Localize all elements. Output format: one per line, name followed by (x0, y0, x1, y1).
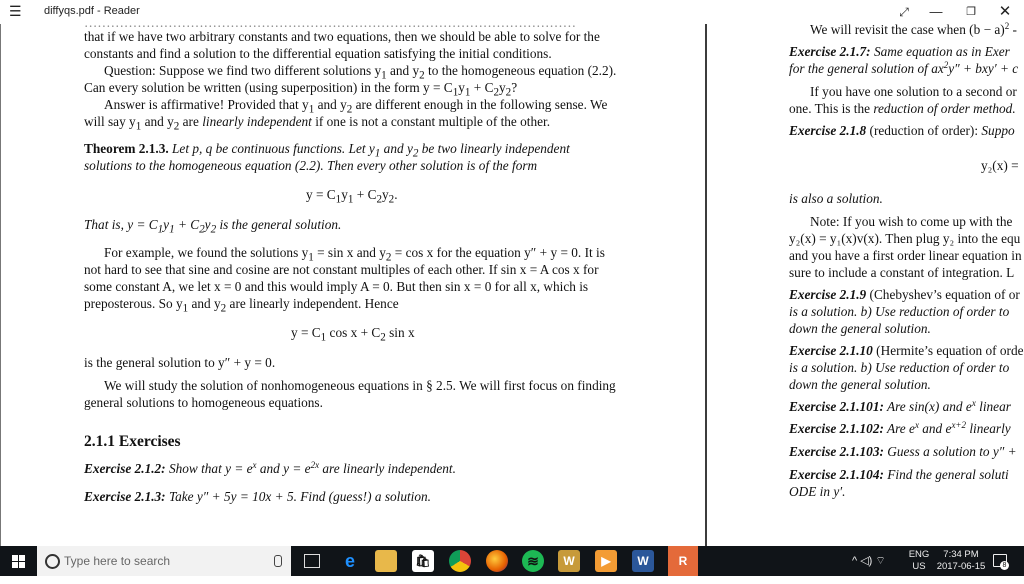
full-screen-icon[interactable]: ⤢ (899, 5, 909, 19)
text-line: Note: If you wish to come up with the (810, 214, 1013, 229)
exercise-item: Exercise 2.1.9 (Chebyshev’s equation of or (789, 287, 1020, 302)
text-line: that if we have two arbitrary constants and two equations, then we should be able to solve for the (84, 29, 600, 44)
theorem-line: solutions to the homogeneous equation (2.2). Then every other solution is of the form (84, 158, 538, 173)
firefox-icon[interactable] (486, 550, 508, 572)
reader-app-icon[interactable]: R (668, 546, 698, 576)
edge-browser-icon[interactable]: e (344, 551, 355, 571)
cortana-icon (45, 554, 60, 569)
exercise-item: Exercise 2.1.103: Guess a solution to y″ + (789, 444, 1017, 459)
equation: $y = C_1$ $\cos x + C_2$ sin x (291, 325, 415, 344)
text-line: If you have one solution to a second or (810, 84, 1017, 99)
section-heading: 2.1.1 Exercises (84, 433, 181, 450)
microphone-icon[interactable] (274, 555, 282, 567)
exercise-item: Exercise 2.1.3: Take y″ + 5y = 10x + 5. Find (guess!) a solution. (84, 489, 431, 504)
system-tray-icons[interactable]: ^ ◁) ⌔ (852, 555, 886, 567)
exercise-item: Exercise 2.1.7: Same equation as in Exer (789, 44, 1010, 59)
text-line: and you have a first order linear equation in (789, 248, 1022, 263)
spotify-icon[interactable]: ≋ (522, 550, 544, 572)
exercise-item: Exercise 2.1.101: Are sin(x) and $e^x$ linear (789, 398, 1011, 414)
text-line: some constant A, we let x = 0 and this would imply A = 0. But then sin x = 0 for all x, which is (84, 279, 589, 294)
text-line: down the general solution. (789, 377, 931, 392)
file-explorer-icon[interactable] (375, 550, 397, 572)
text-line: y₂(x) = y₁(x)v(x). Then plug y₂ into the equ (789, 231, 1021, 246)
exercise-item: Exercise 2.1.8 (reduction of order): Suppo (789, 123, 1015, 138)
theorem: Theorem 2.1.3. Let p, q be continuous functions. Let $y_1$ and $y_2$ be two linearly independent (84, 141, 570, 160)
text-line: one. This is the reduction of order method. (789, 101, 1016, 116)
text-line: will say $y_1$ and $y_2$ are linearly independent if one is not a constant multiple of the other. (84, 114, 551, 133)
text-line: That is, $y = C_1y_1 + C_2y_2$ is the general solution. (84, 217, 342, 236)
close-button[interactable]: ✕ (998, 3, 1012, 20)
exercise-item: Exercise 2.1.2: Show that $y = e^x$ and $y = e^{2x}$ are linearly independent. (84, 460, 456, 476)
example-paragraph: For example, we found the solutions $y_1 = \sin x$ and $y_2 = \cos x$ for the equation y″ + y = 0. It is (104, 245, 605, 264)
window-title: diffyqs.pdf - Reader (44, 5, 140, 17)
clock[interactable]: 7:34 PM 2017-06-15 (936, 549, 986, 572)
equation: $y = C_1y_1 + C_2y_2$. (306, 187, 398, 206)
hamburger-menu-icon[interactable]: ☰ (9, 3, 22, 19)
media-player-icon[interactable]: ▶ (595, 550, 617, 572)
text-line: constants and find a solution to the differential equation satisfying the initial conditions. (84, 46, 552, 61)
start-button[interactable] (0, 546, 36, 576)
windows-logo-icon (12, 555, 25, 568)
language-indicator[interactable]: ENG US (908, 549, 930, 572)
text-line: is also a solution. (789, 191, 883, 206)
text-line: preposterous. So $y_1$ and $y_2$ are linearly independent. Hence (84, 296, 399, 315)
pdf-viewport[interactable] (0, 15, 1024, 546)
store-icon[interactable]: 🛍 (412, 550, 434, 572)
text-line: general solutions to homogeneous equations. (84, 395, 323, 410)
text-line: for the general solution of $ax^2y'' + bxy' + c$ (789, 60, 1019, 76)
question-paragraph: Question: Suppose we find two different solutions $y_1$ and $y_2$ to the homogeneous equation (2.2). (104, 63, 617, 82)
exercise-item: Exercise 2.1.102: Are $e^x$ and $e^{x+2}$ linearly (789, 420, 1011, 436)
winrar-icon[interactable]: W (558, 550, 580, 572)
page-edge (0, 24, 1, 546)
maximize-button[interactable]: ❐ (966, 6, 976, 18)
word-icon[interactable]: W (632, 550, 654, 572)
text-line: is a solution. b) Use reduction of order to (789, 360, 1010, 375)
text-line: We will revisit the case when $(b - a)^2$ - (810, 21, 1017, 37)
text-line: Can every solution be written (using superposition) in the form $y = C_1y_1 + C_2y_2$? (84, 80, 518, 99)
notification-count-badge: 8 (1000, 561, 1009, 570)
minimize-button[interactable]: — (929, 4, 943, 19)
chrome-icon[interactable] (449, 550, 471, 572)
text-line: is the general solution to y″ + y = 0. (84, 355, 276, 370)
equation: y₂(x) = (981, 158, 1019, 173)
page-divider (705, 24, 707, 546)
task-view-icon[interactable] (304, 554, 320, 568)
clipped-line: ………………………………………………………………………………………………… (84, 15, 576, 30)
answer-paragraph: Answer is affirmative! Provided that $y_1$ and $y_2$ are different enough in the following sense. We (104, 97, 608, 116)
text-line: is a solution. b) Use reduction of order to (789, 304, 1010, 319)
taskbar (0, 546, 1024, 576)
text-line: We will study the solution of nonhomogeneous equations in § 2.5. We will first focus on finding (104, 378, 616, 393)
text-line: down the general solution. (789, 321, 931, 336)
search-placeholder: Type here to search (64, 554, 171, 568)
search-box[interactable] (37, 546, 291, 576)
exercise-item: Exercise 2.1.10 (Hermite’s equation of orde (789, 343, 1024, 358)
exercise-item: Exercise 2.1.104: Find the general soluti (789, 467, 1009, 482)
text-line: not hard to see that sine and cosine are not constant multiples of each other. If sin x = A cos x for (84, 262, 599, 277)
text-line: ODE in y′. (789, 484, 846, 499)
text-line: sure to include a constant of integration. L (789, 265, 1015, 280)
